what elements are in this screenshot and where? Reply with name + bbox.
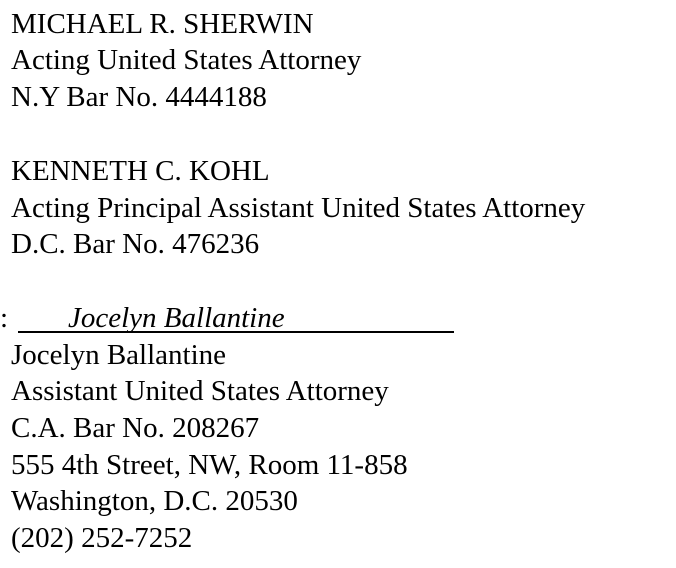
attorney-name: KENNETH C. KOHL xyxy=(11,155,270,187)
attorney-name: Jocelyn Ballantine xyxy=(11,339,227,371)
attorney-title: Acting United States Attorney xyxy=(11,44,362,76)
attorney-name: MICHAEL R. SHERWIN xyxy=(11,8,314,40)
bar-number: D.C. Bar No. 476236 xyxy=(11,228,260,260)
bar-number: N.Y Bar No. 4444188 xyxy=(11,81,267,113)
signature-line xyxy=(0,300,676,336)
address-city: Washington, D.C. 20530 xyxy=(11,485,298,517)
attorney-title: Assistant United States Attorney xyxy=(11,375,389,407)
address-line: 555 4th Street, NW, Room 11-858 xyxy=(11,449,408,481)
phone-number: (202) 252-7252 xyxy=(11,522,193,554)
signature-prefix: : xyxy=(0,302,9,334)
attorney-title: Acting Principal Assistant United States Attorney xyxy=(11,192,586,224)
bar-number: C.A. Bar No. 208267 xyxy=(11,412,260,444)
signed-name: Jocelyn Ballantine xyxy=(68,302,285,334)
